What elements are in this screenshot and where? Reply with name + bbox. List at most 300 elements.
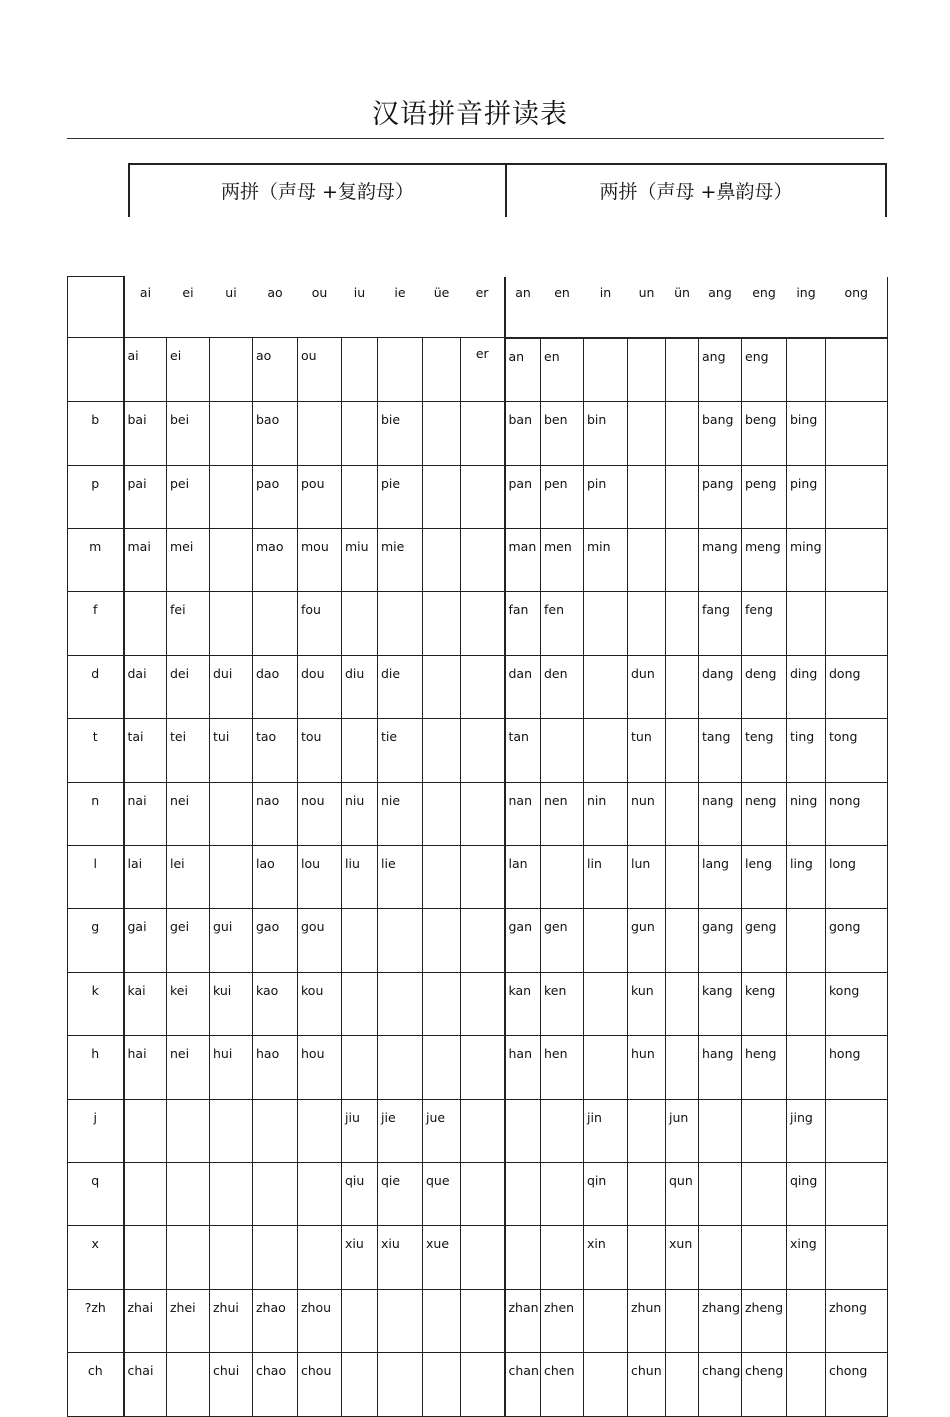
syllable-cell: nun: [628, 782, 666, 845]
syllable-cell: [461, 972, 505, 1035]
syllable-cell: nang: [699, 782, 742, 845]
syllable-cell: [666, 592, 699, 655]
syllable-cell: bin: [584, 402, 628, 465]
syllable-cell: ei: [167, 338, 210, 402]
syllable-cell: xiu: [342, 1226, 378, 1289]
syllable-cell: [666, 529, 699, 592]
syllable-cell: [826, 1099, 888, 1162]
syllable-cell: er: [461, 338, 505, 402]
syllable-cell: lai: [124, 846, 167, 909]
syllable-cell: neng: [742, 782, 787, 845]
syllable-cell: an: [505, 338, 541, 402]
syllable-cell: nai: [124, 782, 167, 845]
syllable-cell: bang: [699, 402, 742, 465]
syllable-cell: pan: [505, 465, 541, 528]
syllable-cell: [505, 1226, 541, 1289]
syllable-cell: [423, 655, 461, 718]
syllable-cell: zhun: [628, 1289, 666, 1352]
syllable-cell: die: [378, 655, 423, 718]
syllable-cell: bing: [787, 402, 826, 465]
syllable-cell: jue: [423, 1099, 461, 1162]
syllable-cell: zhao: [253, 1289, 298, 1352]
syllable-cell: [787, 592, 826, 655]
syllable-cell: [787, 1036, 826, 1099]
syllable-cell: ai: [124, 338, 167, 402]
syllable-cell: [584, 655, 628, 718]
syllable-cell: [342, 1036, 378, 1099]
syllable-cell: kui: [210, 972, 253, 1035]
syllable-cell: tang: [699, 719, 742, 782]
syllable-cell: miu: [342, 529, 378, 592]
syllable-cell: pang: [699, 465, 742, 528]
syllable-cell: [541, 1162, 584, 1225]
syllable-cell: dun: [628, 655, 666, 718]
syllable-cell: [584, 972, 628, 1035]
syllable-cell: [167, 1353, 210, 1416]
syllable-cell: [699, 1099, 742, 1162]
syllable-cell: [210, 1099, 253, 1162]
syllable-cell: [666, 909, 699, 972]
initial-cell: l: [68, 846, 124, 909]
syllable-cell: nao: [253, 782, 298, 845]
syllable-cell: [210, 1162, 253, 1225]
syllable-cell: [423, 1036, 461, 1099]
syllable-cell: [210, 529, 253, 592]
syllable-cell: dao: [253, 655, 298, 718]
syllable-cell: [298, 1162, 342, 1225]
initial-cell: b: [68, 402, 124, 465]
syllable-cell: beng: [742, 402, 787, 465]
syllable-cell: ting: [787, 719, 826, 782]
syllable-cell: [378, 972, 423, 1035]
table-row: [68, 592, 888, 655]
syllable-cell: [253, 1162, 298, 1225]
final-header-cell: an: [505, 277, 541, 338]
syllable-cell: pin: [584, 465, 628, 528]
syllable-cell: long: [826, 846, 888, 909]
syllable-cell: ou: [298, 338, 342, 402]
syllable-cell: [210, 338, 253, 402]
syllable-cell: chui: [210, 1353, 253, 1416]
syllable-cell: [461, 1289, 505, 1352]
syllable-cell: fang: [699, 592, 742, 655]
table-row: [68, 465, 888, 528]
final-header-cell: ou: [298, 277, 342, 338]
final-header-cell: ie: [378, 277, 423, 338]
syllable-cell: [666, 465, 699, 528]
syllable-cell: pen: [541, 465, 584, 528]
syllable-cell: [342, 909, 378, 972]
syllable-cell: kao: [253, 972, 298, 1035]
syllable-cell: fei: [167, 592, 210, 655]
syllable-cell: tan: [505, 719, 541, 782]
syllable-cell: [378, 909, 423, 972]
syllable-cell: jie: [378, 1099, 423, 1162]
syllable-cell: cheng: [742, 1353, 787, 1416]
syllable-cell: [253, 1099, 298, 1162]
syllable-cell: jiu: [342, 1099, 378, 1162]
syllable-cell: dei: [167, 655, 210, 718]
syllable-cell: gui: [210, 909, 253, 972]
syllable-cell: xing: [787, 1226, 826, 1289]
syllable-cell: gei: [167, 909, 210, 972]
syllable-cell: fen: [541, 592, 584, 655]
syllable-cell: [461, 1226, 505, 1289]
syllable-cell: [124, 1162, 167, 1225]
syllable-cell: chong: [826, 1353, 888, 1416]
syllable-cell: zhang: [699, 1289, 742, 1352]
syllable-cell: [541, 846, 584, 909]
syllable-cell: qie: [378, 1162, 423, 1225]
syllable-cell: [167, 1099, 210, 1162]
syllable-cell: lou: [298, 846, 342, 909]
syllable-cell: [378, 1036, 423, 1099]
syllable-cell: kan: [505, 972, 541, 1035]
syllable-cell: qiu: [342, 1162, 378, 1225]
syllable-cell: tao: [253, 719, 298, 782]
syllable-cell: [584, 909, 628, 972]
syllable-cell: xue: [423, 1226, 461, 1289]
syllable-cell: kong: [826, 972, 888, 1035]
initial-cell: g: [68, 909, 124, 972]
table-row: [68, 1099, 888, 1162]
syllable-cell: [124, 1099, 167, 1162]
syllable-cell: man: [505, 529, 541, 592]
syllable-cell: que: [423, 1162, 461, 1225]
syllable-cell: chai: [124, 1353, 167, 1416]
syllable-cell: tui: [210, 719, 253, 782]
syllable-cell: [210, 1226, 253, 1289]
syllable-cell: [461, 846, 505, 909]
final-header-cell: ang: [699, 277, 742, 338]
syllable-cell: hai: [124, 1036, 167, 1099]
syllable-cell: dai: [124, 655, 167, 718]
final-header-cell: eng: [742, 277, 787, 338]
syllable-cell: [742, 1099, 787, 1162]
syllable-cell: [584, 1289, 628, 1352]
syllable-cell: gai: [124, 909, 167, 972]
syllable-cell: hang: [699, 1036, 742, 1099]
syllable-cell: nong: [826, 782, 888, 845]
syllable-cell: [167, 1226, 210, 1289]
syllable-cell: ning: [787, 782, 826, 845]
syllable-cell: [124, 592, 167, 655]
syllable-cell: dou: [298, 655, 342, 718]
compound-finals-header: 两拼（声母 +复韵母）: [128, 163, 505, 217]
syllable-cell: [461, 782, 505, 845]
syllable-cell: [461, 402, 505, 465]
initial-cell: n: [68, 782, 124, 845]
syllable-cell: [787, 1289, 826, 1352]
syllable-cell: [826, 529, 888, 592]
syllable-cell: [461, 529, 505, 592]
syllable-cell: zhen: [541, 1289, 584, 1352]
table-row: [68, 1162, 888, 1225]
syllable-cell: [666, 846, 699, 909]
syllable-cell: [584, 1036, 628, 1099]
syllable-cell: [342, 972, 378, 1035]
syllable-cell: bie: [378, 402, 423, 465]
syllable-cell: [342, 338, 378, 402]
table-row: [68, 655, 888, 718]
syllable-cell: dui: [210, 655, 253, 718]
syllable-cell: kun: [628, 972, 666, 1035]
syllable-cell: [628, 338, 666, 402]
initial-cell: f: [68, 592, 124, 655]
syllable-cell: [699, 1226, 742, 1289]
syllable-cell: en: [541, 338, 584, 402]
finals-header-row: [68, 277, 888, 338]
syllable-cell: ao: [253, 338, 298, 402]
syllable-cell: leng: [742, 846, 787, 909]
syllable-cell: [826, 592, 888, 655]
syllable-cell: [298, 1226, 342, 1289]
syllable-cell: [423, 465, 461, 528]
syllable-cell: tai: [124, 719, 167, 782]
syllable-cell: [461, 465, 505, 528]
final-header-cell: er: [461, 277, 505, 338]
syllable-cell: [541, 1099, 584, 1162]
syllable-cell: mang: [699, 529, 742, 592]
initial-cell: q: [68, 1162, 124, 1225]
syllable-cell: [423, 529, 461, 592]
syllable-cell: [628, 529, 666, 592]
syllable-cell: qun: [666, 1162, 699, 1225]
syllable-cell: pei: [167, 465, 210, 528]
syllable-cell: [628, 402, 666, 465]
syllable-cell: gou: [298, 909, 342, 972]
syllable-cell: [423, 846, 461, 909]
syllable-cell: niu: [342, 782, 378, 845]
syllable-cell: lei: [167, 846, 210, 909]
initial-cell: m: [68, 529, 124, 592]
syllable-cell: [628, 465, 666, 528]
final-header-cell: ao: [253, 277, 298, 338]
syllable-cell: bei: [167, 402, 210, 465]
syllable-cell: [378, 1289, 423, 1352]
syllable-cell: heng: [742, 1036, 787, 1099]
syllable-cell: [826, 465, 888, 528]
syllable-cell: xun: [666, 1226, 699, 1289]
syllable-cell: [423, 719, 461, 782]
syllable-cell: men: [541, 529, 584, 592]
syllable-cell: [342, 1289, 378, 1352]
syllable-cell: nen: [541, 782, 584, 845]
syllable-cell: mou: [298, 529, 342, 592]
initial-cell: ch: [68, 1353, 124, 1416]
syllable-cell: mai: [124, 529, 167, 592]
syllable-cell: [210, 592, 253, 655]
syllable-cell: ang: [699, 338, 742, 402]
syllable-cell: [628, 592, 666, 655]
syllable-cell: gong: [826, 909, 888, 972]
syllable-cell: qing: [787, 1162, 826, 1225]
final-header-cell: ong: [826, 277, 888, 338]
syllable-cell: tong: [826, 719, 888, 782]
syllable-cell: [423, 592, 461, 655]
syllable-cell: [666, 1036, 699, 1099]
syllable-cell: ban: [505, 402, 541, 465]
syllable-cell: mao: [253, 529, 298, 592]
syllable-cell: lan: [505, 846, 541, 909]
syllable-cell: [124, 1226, 167, 1289]
syllable-cell: gan: [505, 909, 541, 972]
final-header-cell: iu: [342, 277, 378, 338]
syllable-cell: ben: [541, 402, 584, 465]
table-row: [68, 846, 888, 909]
syllable-cell: mei: [167, 529, 210, 592]
syllable-cell: jing: [787, 1099, 826, 1162]
syllable-cell: min: [584, 529, 628, 592]
syllable-cell: [210, 465, 253, 528]
syllable-cell: bai: [124, 402, 167, 465]
syllable-cell: chou: [298, 1353, 342, 1416]
syllable-cell: [461, 1099, 505, 1162]
syllable-cell: [584, 338, 628, 402]
syllable-cell: [298, 402, 342, 465]
syllable-cell: deng: [742, 655, 787, 718]
syllable-cell: [541, 1226, 584, 1289]
table-row: [68, 1226, 888, 1289]
syllable-cell: qin: [584, 1162, 628, 1225]
syllable-cell: [505, 1099, 541, 1162]
syllable-cell: keng: [742, 972, 787, 1035]
syllable-cell: [541, 719, 584, 782]
syllable-cell: [423, 782, 461, 845]
table-row: [68, 402, 888, 465]
syllable-cell: tun: [628, 719, 666, 782]
syllable-cell: [666, 1353, 699, 1416]
syllable-cell: chan: [505, 1353, 541, 1416]
syllable-cell: fou: [298, 592, 342, 655]
syllable-cell: [210, 782, 253, 845]
final-header-cell: ui: [210, 277, 253, 338]
syllable-cell: [461, 655, 505, 718]
syllable-cell: zheng: [742, 1289, 787, 1352]
syllable-cell: nei: [167, 1036, 210, 1099]
syllable-cell: [787, 1353, 826, 1416]
initial-cell: p: [68, 465, 124, 528]
final-header-cell: ing: [787, 277, 826, 338]
syllable-cell: [742, 1226, 787, 1289]
final-header-cell: ün: [666, 277, 699, 338]
syllable-cell: nei: [167, 782, 210, 845]
syllable-cell: [342, 592, 378, 655]
syllable-cell: nan: [505, 782, 541, 845]
syllable-cell: chao: [253, 1353, 298, 1416]
syllable-cell: [423, 972, 461, 1035]
syllable-cell: ming: [787, 529, 826, 592]
syllable-cell: nou: [298, 782, 342, 845]
syllable-cell: [628, 1226, 666, 1289]
syllable-cell: nin: [584, 782, 628, 845]
table-row: [68, 782, 888, 845]
initial-cell: x: [68, 1226, 124, 1289]
syllable-cell: hun: [628, 1036, 666, 1099]
syllable-cell: kou: [298, 972, 342, 1035]
syllable-cell: diu: [342, 655, 378, 718]
syllable-cell: ling: [787, 846, 826, 909]
syllable-cell: [787, 338, 826, 402]
syllable-cell: zhan: [505, 1289, 541, 1352]
syllable-cell: [461, 719, 505, 782]
syllable-cell: [298, 1099, 342, 1162]
final-header-cell: ei: [167, 277, 210, 338]
syllable-cell: gang: [699, 909, 742, 972]
table-row: [68, 909, 888, 972]
syllable-cell: zhong: [826, 1289, 888, 1352]
syllable-cell: [584, 592, 628, 655]
final-header-cell: en: [541, 277, 584, 338]
initial-cell: j: [68, 1099, 124, 1162]
syllable-cell: [423, 402, 461, 465]
syllable-cell: tie: [378, 719, 423, 782]
syllable-cell: gao: [253, 909, 298, 972]
syllable-cell: liu: [342, 846, 378, 909]
syllable-cell: meng: [742, 529, 787, 592]
final-header-cell: un: [628, 277, 666, 338]
syllable-cell: hao: [253, 1036, 298, 1099]
syllable-cell: pao: [253, 465, 298, 528]
final-header-cell: üe: [423, 277, 461, 338]
syllable-cell: [342, 402, 378, 465]
syllable-cell: feng: [742, 592, 787, 655]
pinyin-table: [67, 276, 888, 1417]
syllable-cell: fan: [505, 592, 541, 655]
syllable-cell: [584, 1353, 628, 1416]
final-header-cell: in: [584, 277, 628, 338]
syllable-cell: hong: [826, 1036, 888, 1099]
syllable-cell: [342, 719, 378, 782]
page-title: 汉语拼音拼读表: [372, 99, 568, 130]
syllable-cell: [461, 1162, 505, 1225]
syllable-cell: lun: [628, 846, 666, 909]
syllable-cell: zhou: [298, 1289, 342, 1352]
syllable-cell: peng: [742, 465, 787, 528]
syllable-cell: pai: [124, 465, 167, 528]
syllable-cell: [461, 909, 505, 972]
title-underline: [67, 138, 884, 139]
syllable-cell: zhai: [124, 1289, 167, 1352]
syllable-cell: [666, 972, 699, 1035]
table-row: [68, 1289, 888, 1352]
syllable-cell: eng: [742, 338, 787, 402]
syllable-cell: hui: [210, 1036, 253, 1099]
syllable-cell: gen: [541, 909, 584, 972]
syllable-cell: bao: [253, 402, 298, 465]
syllable-cell: kei: [167, 972, 210, 1035]
table-row: [68, 719, 888, 782]
table-row: [68, 1353, 888, 1416]
syllable-cell: ding: [787, 655, 826, 718]
syllable-cell: ping: [787, 465, 826, 528]
syllable-cell: [342, 465, 378, 528]
syllable-cell: xiu: [378, 1226, 423, 1289]
syllable-cell: [378, 338, 423, 402]
syllable-cell: gun: [628, 909, 666, 972]
syllable-cell: zhei: [167, 1289, 210, 1352]
syllable-cell: [826, 1226, 888, 1289]
syllable-cell: [423, 338, 461, 402]
syllable-cell: [666, 1289, 699, 1352]
syllable-cell: han: [505, 1036, 541, 1099]
syllable-cell: lao: [253, 846, 298, 909]
syllable-cell: [584, 719, 628, 782]
syllable-cell: dang: [699, 655, 742, 718]
syllable-cell: kai: [124, 972, 167, 1035]
syllable-cell: [378, 1353, 423, 1416]
syllable-cell: [505, 1162, 541, 1225]
